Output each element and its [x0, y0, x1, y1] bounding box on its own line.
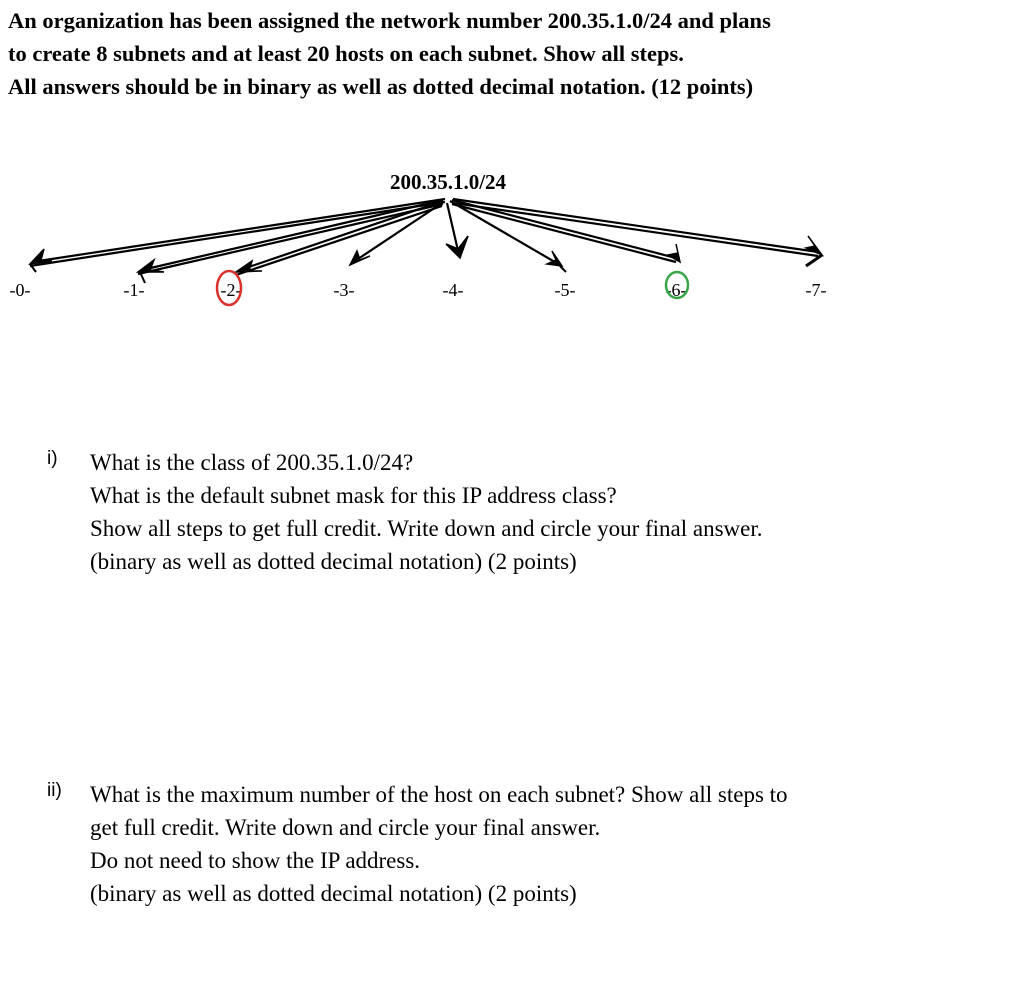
subnet-label-4: -4- [442, 280, 464, 300]
question-line: What is the maximum number of the host on each subnet? Show all steps to [90, 782, 788, 807]
subnet-label-7: -7- [805, 280, 827, 300]
branch-line-1 [142, 200, 443, 270]
problem-line-1: An organization has been assigned the network number 200.35.1.0/24 and plans [8, 8, 771, 33]
branch-line-6b [452, 204, 676, 262]
question-line: get full credit. Write down and circle your final answer. [90, 815, 601, 840]
arrowheads [30, 236, 822, 283]
question-line: What is the class of 200.35.1.0/24? [90, 450, 414, 475]
arrowhead-5-tail [560, 266, 566, 272]
branch-line-2 [240, 202, 440, 270]
arrowhead-0 [30, 249, 52, 264]
question-line: What is the default subnet mask for this IP address class? [90, 483, 617, 508]
subnet-labels [10, 280, 827, 300]
arrowhead-7-tail [806, 255, 822, 266]
branch-line-0 [32, 199, 445, 262]
question-number: i) [47, 448, 58, 469]
branch-line-7 [453, 199, 818, 252]
question-line: Do not need to show the IP address. [90, 848, 421, 873]
question-line: Show all steps to get full credit. Write down and circle your final answer. [90, 516, 763, 541]
subnet-label-3: -3- [333, 280, 355, 300]
question-line: (binary as well as dotted decimal notation) (2 points) [90, 549, 577, 574]
subnet-label-2: -2- [220, 280, 242, 300]
arrowhead-7 [806, 236, 822, 255]
problem-line-2: to create 8 subnets and at least 20 hosts on each subnet. Show all steps. [8, 41, 684, 66]
subnet-label-5: -5- [554, 280, 576, 300]
subnet-label-0: -0- [9, 280, 31, 300]
subnet-label-6: -6- [665, 280, 687, 300]
question-number: ii) [47, 780, 62, 801]
subnet-label-1: -1- [123, 280, 145, 300]
problem-line-3: All answers should be in binary as well as dotted decimal notation. (12 points) [8, 74, 754, 99]
question-line: (binary as well as dotted decimal notation) (2 points) [90, 881, 577, 906]
branch-line-0b [30, 202, 445, 266]
network-label: 200.35.1.0/24 [389, 170, 507, 194]
